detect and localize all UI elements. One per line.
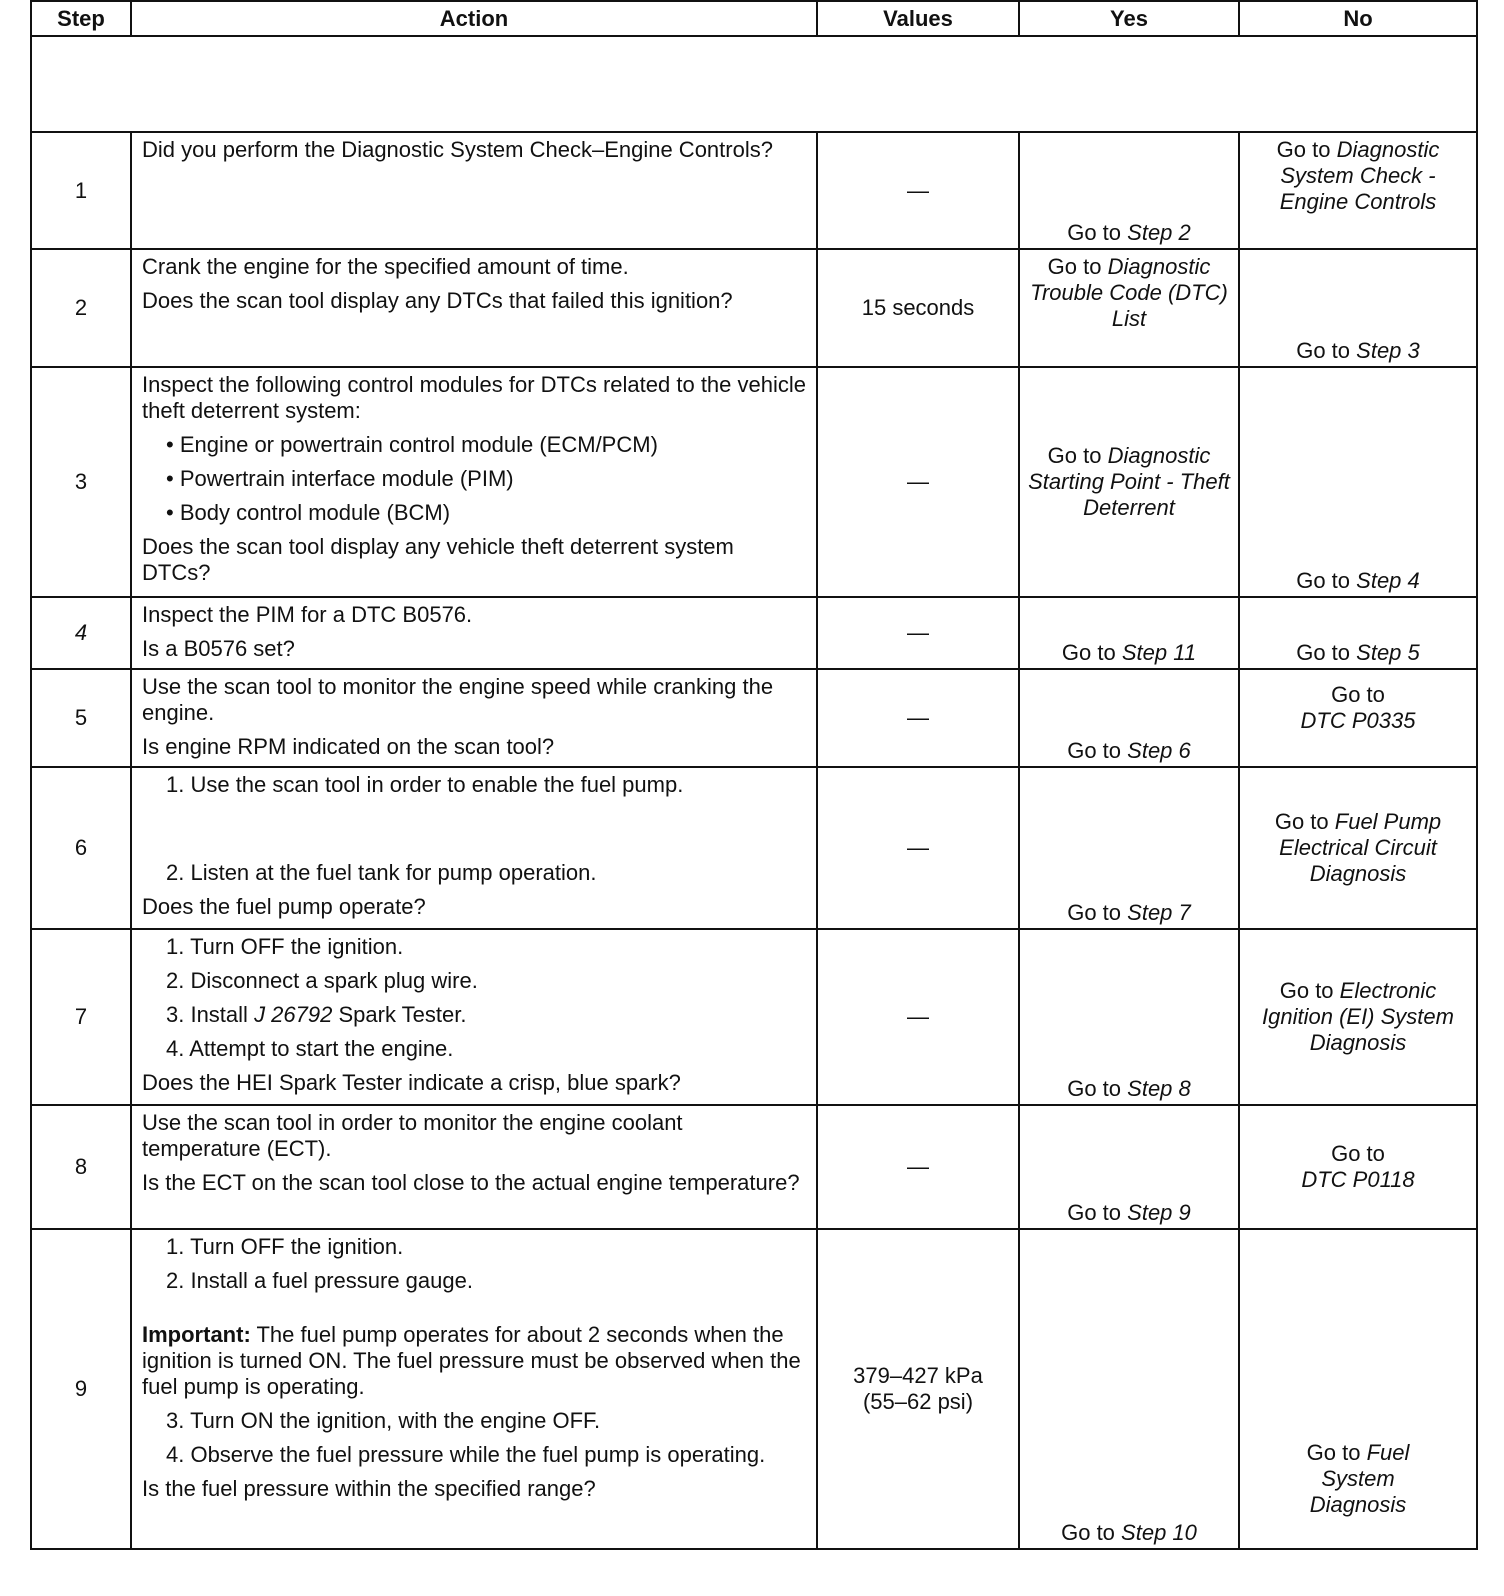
- value-kpa: 379–427 kPa: [853, 1363, 983, 1388]
- no-cell: [1239, 669, 1477, 767]
- action-text: Inspect the following control modules for DTCs related to the vehicle theft deterrent system:: [142, 372, 806, 423]
- numbered-step: 1. Turn OFF the ignition.: [166, 1234, 404, 1259]
- goto-label: Go to: [1306, 1440, 1361, 1465]
- step-number: 9: [31, 1229, 131, 1549]
- yes-link[interactable]: Diagnostic Trouble Code (DTC) List: [1030, 254, 1228, 331]
- step-number: 2: [31, 249, 131, 367]
- yes-link[interactable]: Step 9: [1127, 1200, 1191, 1225]
- action-text: Use the scan tool to monitor the engine speed while cranking the engine.: [142, 674, 774, 725]
- action-cell: [131, 132, 817, 249]
- action-cell: [131, 669, 817, 767]
- question-text: Is the ECT on the scan tool close to the actual engine temperature?: [142, 1170, 800, 1195]
- header-action: Action: [131, 1, 817, 36]
- action-cell: [131, 1105, 817, 1229]
- question-text: Does the HEI Spark Tester indicate a crisp, blue spark?: [142, 1070, 681, 1095]
- table-row: [31, 132, 1477, 249]
- bullet-item: • Engine or powertrain control module (ECM/PCM): [166, 432, 658, 457]
- step-number: 6: [31, 767, 131, 929]
- goto-label: Go to: [1067, 738, 1122, 763]
- no-link[interactable]: Step 5: [1356, 640, 1420, 665]
- question-text: Is engine RPM indicated on the scan tool?: [142, 734, 555, 759]
- yes-link[interactable]: Diagnostic Starting Point - Theft Deterrent: [1028, 443, 1230, 520]
- goto-label: Go to: [1067, 220, 1122, 245]
- action-cell: [131, 767, 817, 929]
- tool-number: J 26792: [254, 1002, 333, 1027]
- table-row: [31, 1229, 1477, 1549]
- header-step: Step: [31, 1, 131, 36]
- action-cell: [131, 597, 817, 669]
- action-text: Inspect the PIM for a DTC B0576.: [142, 602, 473, 627]
- yes-link[interactable]: Step 7: [1127, 900, 1191, 925]
- question-text: Does the fuel pump operate?: [142, 894, 426, 919]
- goto-label: Go to: [1067, 900, 1122, 925]
- no-cell: [1239, 597, 1477, 669]
- values-cell: —: [817, 1105, 1019, 1229]
- yes-link[interactable]: Step 10: [1121, 1520, 1197, 1545]
- header-no: No: [1239, 1, 1477, 36]
- goto-label: Go to: [1296, 640, 1351, 665]
- header-row: [31, 1, 1477, 36]
- no-cell: [1239, 132, 1477, 249]
- yes-cell: [1019, 249, 1239, 367]
- goto-label: Go to: [1331, 1141, 1385, 1166]
- question-text: Does the scan tool display any vehicle theft deterrent system DTCs?: [142, 534, 734, 585]
- important-note: Important: The fuel pump operates for about 2 seconds when the ignition is turned ON. The fuel pressure must be observed when the fuel pump is operating.: [142, 1322, 801, 1399]
- table-row: [31, 249, 1477, 367]
- numbered-step: 3. Turn ON the ignition, with the engine OFF.: [166, 1408, 601, 1433]
- blank-row: [31, 36, 1477, 132]
- action-cell: [131, 1229, 817, 1549]
- yes-cell: [1019, 767, 1239, 929]
- action-text: Use the scan tool in order to monitor the engine coolant temperature (ECT).: [142, 1110, 683, 1161]
- action-text: Did you perform the Diagnostic System Check–Engine Controls?: [142, 137, 773, 162]
- goto-label: Go to: [1061, 1520, 1115, 1545]
- question-text: Is a B0576 set?: [142, 636, 295, 661]
- numbered-step: 2. Install a fuel pressure gauge.: [166, 1268, 473, 1293]
- step-number: 8: [31, 1105, 131, 1229]
- no-link[interactable]: Fuel System Diagnosis: [1309, 1440, 1410, 1517]
- numbered-step: 1. Turn OFF the ignition.: [166, 934, 404, 959]
- goto-label: Go to: [1047, 254, 1102, 279]
- no-cell: [1239, 367, 1477, 597]
- no-link[interactable]: Diagnostic System Check - Engine Controls: [1279, 137, 1440, 214]
- no-cell: [1239, 929, 1477, 1105]
- bullet-item: • Body control module (BCM): [166, 500, 451, 525]
- goto-label: Go to: [1047, 443, 1102, 468]
- step-number: 3: [31, 367, 131, 597]
- no-link[interactable]: Step 3: [1356, 338, 1420, 363]
- table-row: [31, 767, 1477, 929]
- goto-label: Go to: [1331, 682, 1385, 707]
- no-link[interactable]: DTC P0118: [1301, 1167, 1415, 1192]
- table-row: [31, 367, 1477, 597]
- table-row: [31, 1105, 1477, 1229]
- values-cell: —: [817, 367, 1019, 597]
- values-cell: —: [817, 929, 1019, 1105]
- no-link[interactable]: Electronic Ignition (EI) System Diagnosis: [1262, 978, 1454, 1055]
- numbered-step: 1. Use the scan tool in order to enable the fuel pump.: [166, 772, 684, 797]
- no-cell: [1239, 1229, 1477, 1549]
- goto-label: Go to: [1061, 640, 1116, 665]
- question-text: Does the scan tool display any DTCs that failed this ignition?: [142, 288, 733, 313]
- numbered-step: 4. Attempt to start the engine.: [166, 1036, 454, 1061]
- numbered-step: 2. Disconnect a spark plug wire.: [166, 968, 478, 993]
- table-row: [31, 929, 1477, 1105]
- values-cell: —: [817, 767, 1019, 929]
- step-number: 5: [31, 669, 131, 767]
- action-cell: [131, 367, 817, 597]
- question-text: Is the fuel pressure within the specified range?: [142, 1476, 596, 1501]
- no-link[interactable]: Fuel Pump Electrical Circuit Diagnosis: [1279, 809, 1442, 886]
- goto-label: Go to: [1067, 1200, 1122, 1225]
- yes-cell: [1019, 929, 1239, 1105]
- values-cell: —: [817, 132, 1019, 249]
- values-cell: —: [817, 597, 1019, 669]
- value-psi: (55–62 psi): [862, 1389, 974, 1414]
- goto-label: Go to: [1276, 137, 1331, 162]
- yes-link[interactable]: Step 8: [1127, 1076, 1191, 1101]
- diagnostic-table: [30, 0, 1478, 1550]
- bullet-item: • Powertrain interface module (PIM): [166, 466, 514, 491]
- action-text: Crank the engine for the specified amount of time.: [142, 254, 629, 279]
- values-cell: [817, 1229, 1019, 1549]
- yes-cell: [1019, 1229, 1239, 1549]
- values-cell: —: [817, 669, 1019, 767]
- step-number: 7: [31, 929, 131, 1105]
- goto-label: Go to: [1296, 568, 1351, 593]
- goto-label: Go to: [1279, 978, 1334, 1003]
- goto-label: Go to: [1296, 338, 1351, 363]
- yes-cell: [1019, 367, 1239, 597]
- action-cell: [131, 249, 817, 367]
- numbered-step: 2. Listen at the fuel tank for pump operation.: [166, 860, 597, 885]
- step-number: 1: [31, 132, 131, 249]
- no-cell: [1239, 767, 1477, 929]
- no-cell: [1239, 249, 1477, 367]
- yes-cell: [1019, 669, 1239, 767]
- goto-label: Go to: [1274, 809, 1329, 834]
- no-link[interactable]: DTC P0335: [1300, 708, 1416, 733]
- header-yes: Yes: [1019, 1, 1239, 36]
- yes-link[interactable]: Step 11: [1121, 640, 1197, 665]
- no-cell: [1239, 1105, 1477, 1229]
- table-row: [31, 597, 1477, 669]
- yes-link[interactable]: Step 2: [1127, 220, 1191, 245]
- values-cell: 15 seconds: [817, 249, 1019, 367]
- goto-label: Go to: [1067, 1076, 1122, 1101]
- yes-cell: [1019, 1105, 1239, 1229]
- yes-cell: [1019, 597, 1239, 669]
- yes-link[interactable]: Step 6: [1127, 738, 1191, 763]
- header-values: Values: [817, 1, 1019, 36]
- yes-cell: [1019, 132, 1239, 249]
- table-row: [31, 669, 1477, 767]
- action-cell: [131, 929, 817, 1105]
- numbered-step: 3. Install J 26792 Spark Tester.: [166, 1002, 467, 1027]
- no-link[interactable]: Step 4: [1356, 568, 1420, 593]
- step-number: 4: [31, 597, 131, 669]
- numbered-step: 4. Observe the fuel pressure while the fuel pump is operating.: [166, 1442, 766, 1467]
